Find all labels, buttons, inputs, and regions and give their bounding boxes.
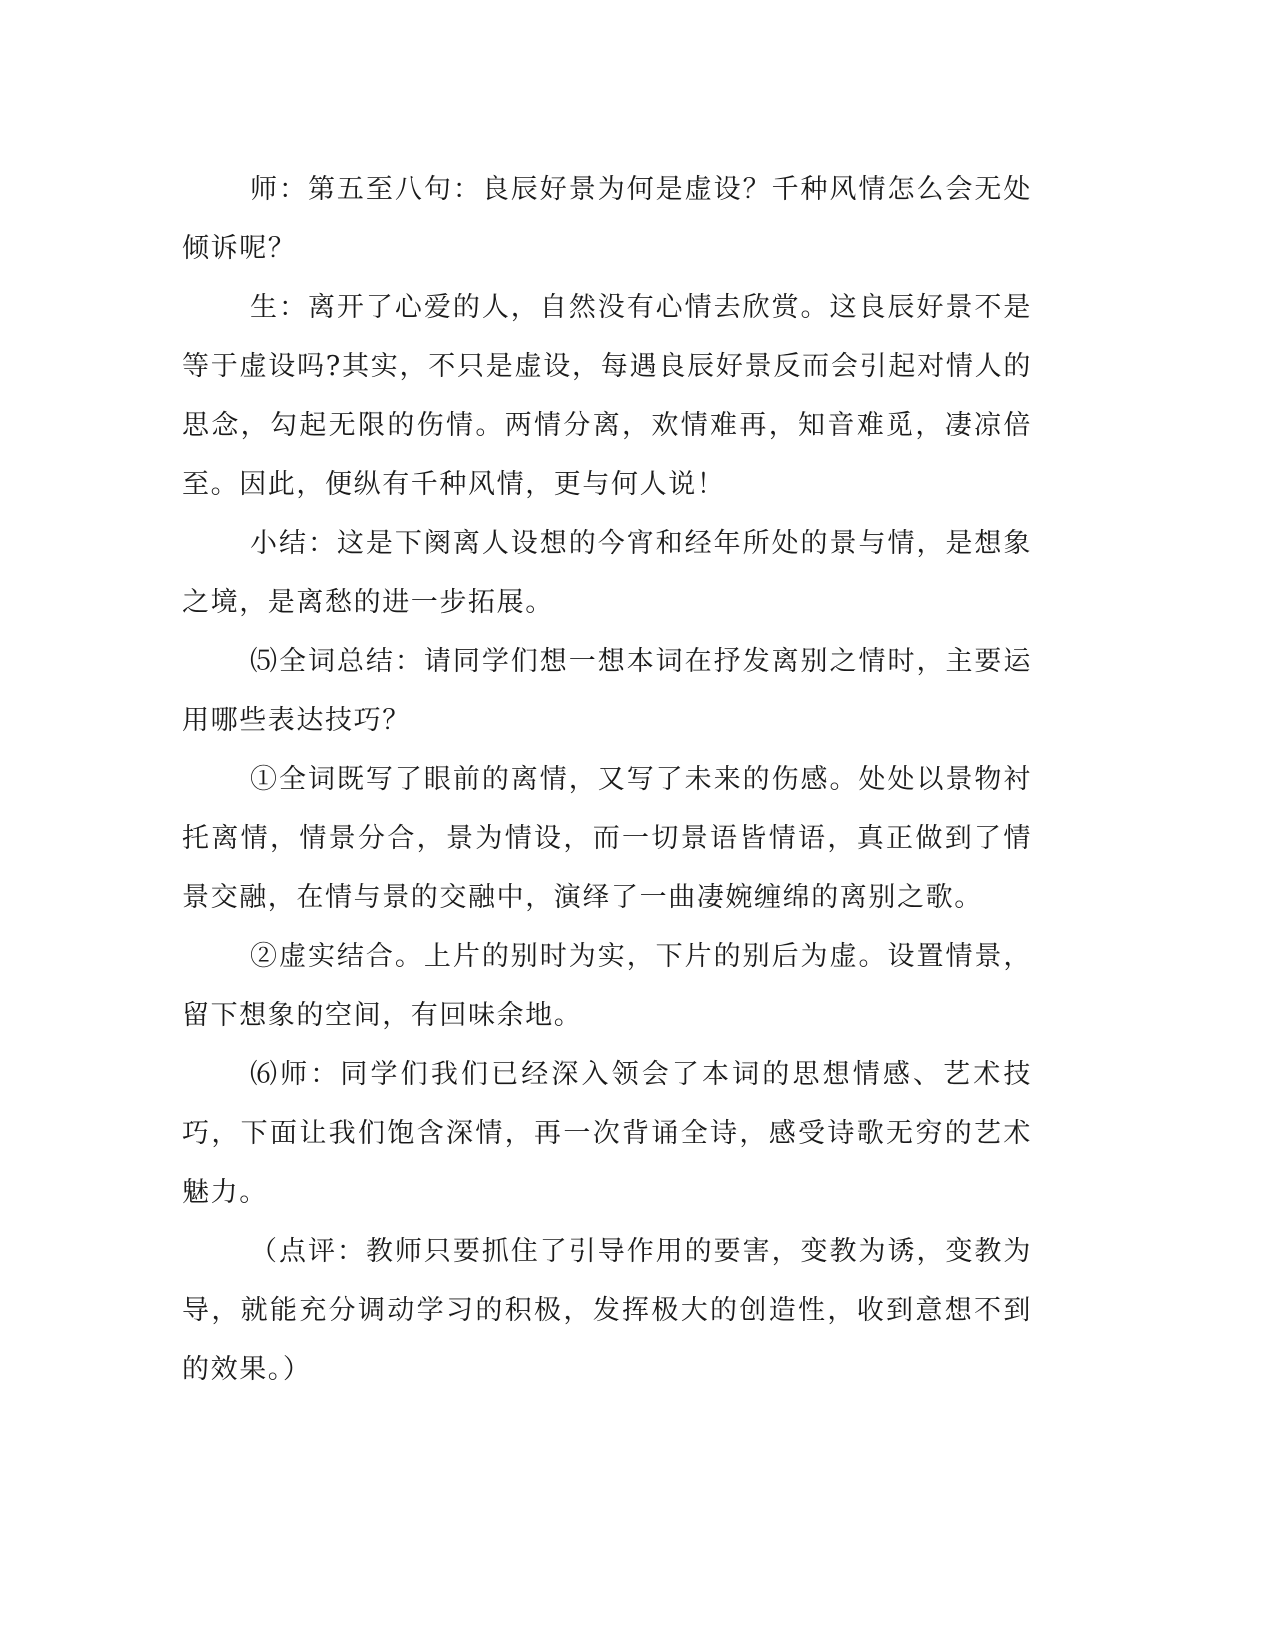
- paragraph-commentary: （点评：教师只要抓住了引导作用的要害，变教为诱，变教为导，就能充分调动学习的积极，发挥极大的创造性，收到意想不到的效果。）: [182, 1236, 1032, 1385]
- paragraph-technique-2: ②虚实结合。上片的别时为实，下片的别后为虚。设置情景，留下想象的空间，有回味余地。: [182, 941, 1032, 1031]
- paragraph-teacher-question: 师：第五至八句：良辰好景为何是虚设？千种风情怎么会无处倾诉呢？: [182, 174, 1032, 264]
- paragraph-overall-summary: ⑸全词总结：请同学们想一想本词在抒发离别之情时，主要运用哪些表达技巧？: [182, 646, 1032, 736]
- document-body: [182, 160, 1032, 1399]
- paragraph-summary: 小结：这是下阕离人设想的今宵和经年所处的景与情，是想象之境，是离愁的进一步拓展。: [182, 528, 1032, 618]
- paragraph-student-answer: 生：离开了心爱的人，自然没有心情去欣赏。这良辰好景不是等于虚设吗?其实，不只是虚设，每遇良辰好景反而会引起对情人的思念，勾起无限的伤情。两情分离，欢情难再，知音难觅，凄凉倍至。因此，便纵有千种风情，更与何人说！: [182, 292, 1032, 500]
- paragraph-teacher-closing: ⑹师：同学们我们已经深入领会了本词的思想情感、艺术技巧，下面让我们饱含深情，再一次背诵全诗，感受诗歌无穷的艺术魅力。: [182, 1059, 1032, 1208]
- paragraph-technique-1: ①全词既写了眼前的离情，又写了未来的伤感。处处以景物衬托离情，情景分合，景为情设，而一切景语皆情语，真正做到了情景交融，在情与景的交融中，演绎了一曲凄婉缠绵的离别之歌。: [182, 764, 1032, 913]
